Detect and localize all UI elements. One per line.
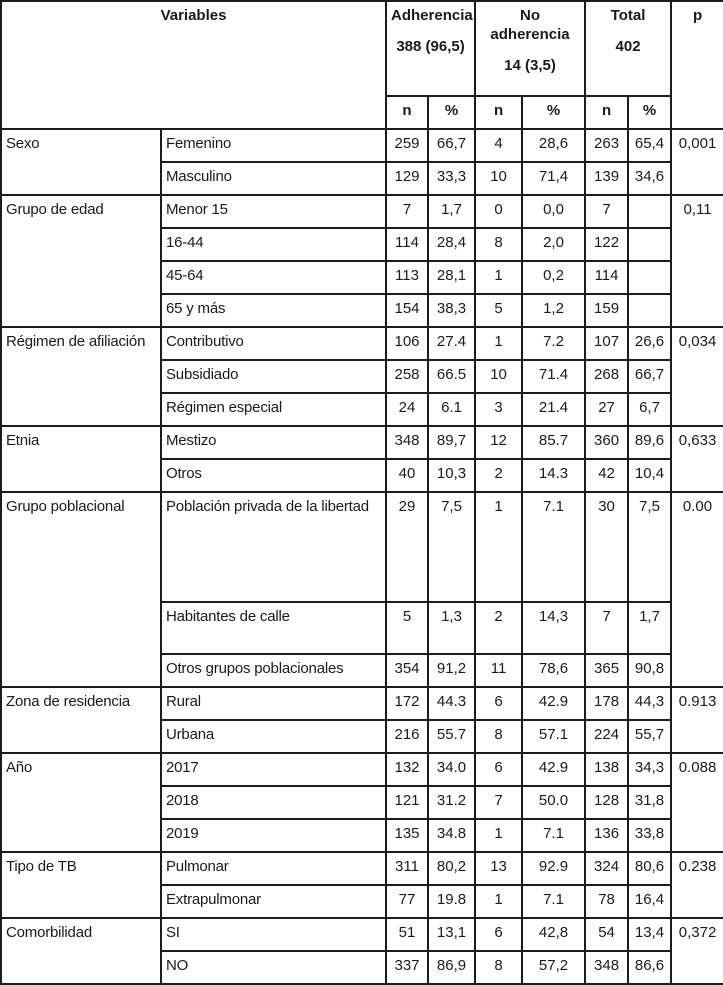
- category-label: Régimen especial: [161, 393, 386, 426]
- total-pct-value: 66,7: [628, 360, 671, 393]
- no-adherencia-pct-value: 28,6: [522, 129, 585, 162]
- total-pct-value: 16,4: [628, 885, 671, 918]
- adherencia-n-value: 77: [386, 885, 428, 918]
- adherencia-n-value: 113: [386, 261, 428, 294]
- total-pct-value: 34,6: [628, 162, 671, 195]
- no-adherencia-n-value: 10: [475, 360, 522, 393]
- total-pct-value: [628, 228, 671, 261]
- adherencia-header-cell: [386, 1, 475, 96]
- category-label: NO: [161, 951, 386, 984]
- total-n-value: 27: [585, 393, 628, 426]
- p-header-cell: p: [671, 1, 723, 129]
- table-row: [1, 129, 723, 162]
- no-adherencia-pct-value: 42.9: [522, 753, 585, 786]
- total-pct-value: 10,4: [628, 459, 671, 492]
- adherencia-pct-value: 28,1: [428, 261, 475, 294]
- no-adherencia-pct-value: 7.1: [522, 819, 585, 852]
- category-label: 45-64: [161, 261, 386, 294]
- table-row: [1, 753, 723, 786]
- total-pct-value: 86,6: [628, 951, 671, 984]
- category-label: Extrapulmonar: [161, 885, 386, 918]
- no-adherencia-n-value: 2: [475, 459, 522, 492]
- total-n-value: 42: [585, 459, 628, 492]
- total-pct-value: 31,8: [628, 786, 671, 819]
- total-n-value: 365: [585, 654, 628, 687]
- p-value: 0,034: [671, 327, 723, 426]
- adherencia-pct-value: 34.8: [428, 819, 475, 852]
- table-row: [1, 687, 723, 720]
- no-adherencia-pct-value: 2,0: [522, 228, 585, 261]
- no-adherencia-pct-value: 14.3: [522, 459, 585, 492]
- adherencia-pct-value: 28,4: [428, 228, 475, 261]
- category-label: 2018: [161, 786, 386, 819]
- no-adherencia-n-value: 1: [475, 492, 522, 602]
- adherencia-pct-value: 6.1: [428, 393, 475, 426]
- category-label: SI: [161, 918, 386, 951]
- total-n-value: 107: [585, 327, 628, 360]
- total-n-value: 139: [585, 162, 628, 195]
- total-n-value: 324: [585, 852, 628, 885]
- adherencia-n-value: 311: [386, 852, 428, 885]
- adherencia-subtitle: 388 (96,5): [396, 37, 465, 55]
- total-pct-value: 89,6: [628, 426, 671, 459]
- category-label: Rural: [161, 687, 386, 720]
- adherencia-n-value: 348: [386, 426, 428, 459]
- total-n-value: 178: [585, 687, 628, 720]
- category-label: Masculino: [161, 162, 386, 195]
- no-adherencia-n-header: n: [475, 96, 522, 129]
- total-n-value: 30: [585, 492, 628, 602]
- total-n-value: 114: [585, 261, 628, 294]
- total-pct-value: 55,7: [628, 720, 671, 753]
- adherencia-n-value: 51: [386, 918, 428, 951]
- no-adherencia-n-value: 0: [475, 195, 522, 228]
- adherencia-n-value: 40: [386, 459, 428, 492]
- no-adherencia-subtitle: 14 (3,5): [504, 56, 556, 74]
- category-label: Contributivo: [161, 327, 386, 360]
- table-row: [1, 492, 723, 602]
- no-adherencia-n-value: 11: [475, 654, 522, 687]
- adherencia-n-value: 106: [386, 327, 428, 360]
- no-adherencia-n-value: 10: [475, 162, 522, 195]
- adherencia-pct-value: 13,1: [428, 918, 475, 951]
- group-label-grupo-de-edad: Grupo de edad: [1, 195, 161, 327]
- no-adherencia-n-value: 12: [475, 426, 522, 459]
- table-row: [1, 426, 723, 459]
- no-adherencia-n-value: 1: [475, 885, 522, 918]
- total-pct-value: 7,5: [628, 492, 671, 602]
- adherencia-n-header: n: [386, 96, 428, 129]
- adherencia-pct-value: 1,3: [428, 602, 475, 654]
- total-n-value: 128: [585, 786, 628, 819]
- adherencia-pct-value: 7,5: [428, 492, 475, 602]
- no-adherencia-pct-value: 57,2: [522, 951, 585, 984]
- total-n-value: 159: [585, 294, 628, 327]
- category-label: 2017: [161, 753, 386, 786]
- no-adherencia-pct-value: 57.1: [522, 720, 585, 753]
- adherencia-pct-value: 31.2: [428, 786, 475, 819]
- adherencia-n-value: 154: [386, 294, 428, 327]
- adherencia-n-value: 29: [386, 492, 428, 602]
- category-label: Otros grupos poblacionales: [161, 654, 386, 687]
- adherencia-pct-value: 89,7: [428, 426, 475, 459]
- total-n-value: 136: [585, 819, 628, 852]
- adherencia-n-value: 129: [386, 162, 428, 195]
- group-label-ano: Año: [1, 753, 161, 852]
- table-row: [1, 327, 723, 360]
- total-n-header: n: [585, 96, 628, 129]
- adherencia-pct-value: 80,2: [428, 852, 475, 885]
- total-n-value: 348: [585, 951, 628, 984]
- no-adherencia-n-value: 6: [475, 687, 522, 720]
- group-label-tipo-tb: Tipo de TB: [1, 852, 161, 918]
- p-value: 0,372: [671, 918, 723, 984]
- adherencia-n-value: 172: [386, 687, 428, 720]
- category-label: 65 y más: [161, 294, 386, 327]
- total-n-value: 268: [585, 360, 628, 393]
- no-adherencia-pct-value: 0,2: [522, 261, 585, 294]
- category-label: Población privada de la libertad: [161, 492, 386, 602]
- no-adherencia-pct-value: 92.9: [522, 852, 585, 885]
- group-label-etnia: Etnia: [1, 426, 161, 492]
- no-adherencia-n-value: 4: [475, 129, 522, 162]
- adherencia-n-value: 259: [386, 129, 428, 162]
- adherencia-title: Adherencia: [391, 7, 473, 24]
- adherencia-n-value: 121: [386, 786, 428, 819]
- no-adherencia-pct-value: 7.1: [522, 885, 585, 918]
- total-n-value: 122: [585, 228, 628, 261]
- total-pct-value: 1,7: [628, 602, 671, 654]
- category-label: Pulmonar: [161, 852, 386, 885]
- no-adherencia-n-value: 13: [475, 852, 522, 885]
- no-adherencia-pct-value: 71.4: [522, 360, 585, 393]
- adherencia-n-value: 354: [386, 654, 428, 687]
- category-label: Femenino: [161, 129, 386, 162]
- no-adherencia-pct-value: 21.4: [522, 393, 585, 426]
- no-adherencia-n-value: 1: [475, 261, 522, 294]
- category-label: Urbana: [161, 720, 386, 753]
- p-value: 0.00: [671, 492, 723, 687]
- no-adherencia-pct-header: %: [522, 96, 585, 129]
- adherencia-pct-value: 19.8: [428, 885, 475, 918]
- adherencia-n-value: 5: [386, 602, 428, 654]
- no-adherencia-n-value: 6: [475, 918, 522, 951]
- total-pct-value: 44,3: [628, 687, 671, 720]
- total-n-value: 138: [585, 753, 628, 786]
- group-label-comorbilidad: Comorbilidad: [1, 918, 161, 984]
- category-label: 16-44: [161, 228, 386, 261]
- adherencia-pct-value: 66.5: [428, 360, 475, 393]
- no-adherencia-pct-value: 78,6: [522, 654, 585, 687]
- no-adherencia-pct-value: 42,8: [522, 918, 585, 951]
- no-adherencia-n-value: 8: [475, 951, 522, 984]
- p-value: 0.238: [671, 852, 723, 918]
- total-n-value: 7: [585, 602, 628, 654]
- total-n-value: 7: [585, 195, 628, 228]
- category-label: Otros: [161, 459, 386, 492]
- table-row: [1, 195, 723, 228]
- group-label-regimen: Régimen de afiliación: [1, 327, 161, 426]
- no-adherencia-n-value: 6: [475, 753, 522, 786]
- total-pct-value: 33,8: [628, 819, 671, 852]
- p-value: 0,11: [671, 195, 723, 327]
- adherencia-n-value: 114: [386, 228, 428, 261]
- adherencia-pct-value: 91,2: [428, 654, 475, 687]
- adherencia-pct-value: 55.7: [428, 720, 475, 753]
- total-pct-value: 26,6: [628, 327, 671, 360]
- total-n-value: 224: [585, 720, 628, 753]
- no-adherencia-header-cell: [475, 1, 585, 96]
- adherencia-pct-value: 27.4: [428, 327, 475, 360]
- group-label-zona: Zona de residencia: [1, 687, 161, 753]
- no-adherencia-pct-value: 50.0: [522, 786, 585, 819]
- no-adherencia-n-value: 1: [475, 819, 522, 852]
- p-value: 0.913: [671, 687, 723, 753]
- total-pct-value: 90,8: [628, 654, 671, 687]
- total-pct-value: 6,7: [628, 393, 671, 426]
- total-subtitle: 402: [615, 37, 641, 55]
- table-row: [1, 852, 723, 885]
- adherencia-pct-value: 10,3: [428, 459, 475, 492]
- total-pct-value: 65,4: [628, 129, 671, 162]
- variables-header-cell: Variables: [1, 1, 386, 129]
- p-value: 0,001: [671, 129, 723, 195]
- adherencia-n-value: 216: [386, 720, 428, 753]
- total-header-cell: [585, 1, 671, 96]
- no-adherencia-n-value: 7: [475, 786, 522, 819]
- no-adherencia-n-value: 3: [475, 393, 522, 426]
- adherencia-pct-value: 1,7: [428, 195, 475, 228]
- p-value: 0,633: [671, 426, 723, 492]
- total-pct-value: 80,6: [628, 852, 671, 885]
- no-adherencia-pct-value: 1,2: [522, 294, 585, 327]
- p-value: 0.088: [671, 753, 723, 852]
- total-pct-value: [628, 195, 671, 228]
- category-label: Menor 15: [161, 195, 386, 228]
- adherencia-pct-value: 33,3: [428, 162, 475, 195]
- no-adherencia-n-value: 2: [475, 602, 522, 654]
- adherencia-pct-value: 38,3: [428, 294, 475, 327]
- no-adherencia-pct-value: 7.1: [522, 492, 585, 602]
- no-adherencia-n-value: 8: [475, 720, 522, 753]
- total-pct-value: [628, 261, 671, 294]
- adherencia-n-value: 258: [386, 360, 428, 393]
- no-adherencia-pct-value: 7.2: [522, 327, 585, 360]
- no-adherencia-pct-value: 14,3: [522, 602, 585, 654]
- no-adherencia-n-value: 5: [475, 294, 522, 327]
- no-adherencia-n-value: 8: [475, 228, 522, 261]
- no-adherencia-pct-value: 85.7: [522, 426, 585, 459]
- no-adherencia-pct-value: 71,4: [522, 162, 585, 195]
- group-label-sexo: Sexo: [1, 129, 161, 195]
- table-row: [1, 918, 723, 951]
- category-label: Subsidiado: [161, 360, 386, 393]
- adherencia-pct-value: 44.3: [428, 687, 475, 720]
- no-adherencia-pct-value: 42.9: [522, 687, 585, 720]
- no-adherencia-pct-value: 0,0: [522, 195, 585, 228]
- adherencia-n-value: 7: [386, 195, 428, 228]
- category-label: Habitantes de calle: [161, 602, 386, 654]
- total-pct-value: 13,4: [628, 918, 671, 951]
- group-label-grupo-poblacional: Grupo poblacional: [1, 492, 161, 687]
- total-n-value: 54: [585, 918, 628, 951]
- total-n-value: 263: [585, 129, 628, 162]
- total-pct-value: 34,3: [628, 753, 671, 786]
- no-adherencia-title: No adherencia: [490, 7, 570, 43]
- header-row-main: [1, 1, 723, 96]
- adherencia-n-value: 24: [386, 393, 428, 426]
- adherencia-n-value: 132: [386, 753, 428, 786]
- total-n-value: 360: [585, 426, 628, 459]
- total-title: Total: [610, 7, 646, 24]
- adherencia-pct-value: 34.0: [428, 753, 475, 786]
- adherencia-n-value: 337: [386, 951, 428, 984]
- category-label: 2019: [161, 819, 386, 852]
- adherencia-n-value: 135: [386, 819, 428, 852]
- adherencia-pct-value: 86,9: [428, 951, 475, 984]
- total-n-value: 78: [585, 885, 628, 918]
- adherencia-pct-value: 66,7: [428, 129, 475, 162]
- total-pct-value: [628, 294, 671, 327]
- no-adherencia-n-value: 1: [475, 327, 522, 360]
- category-label: Mestizo: [161, 426, 386, 459]
- total-pct-header: %: [628, 96, 671, 129]
- adherencia-pct-header: %: [428, 96, 475, 129]
